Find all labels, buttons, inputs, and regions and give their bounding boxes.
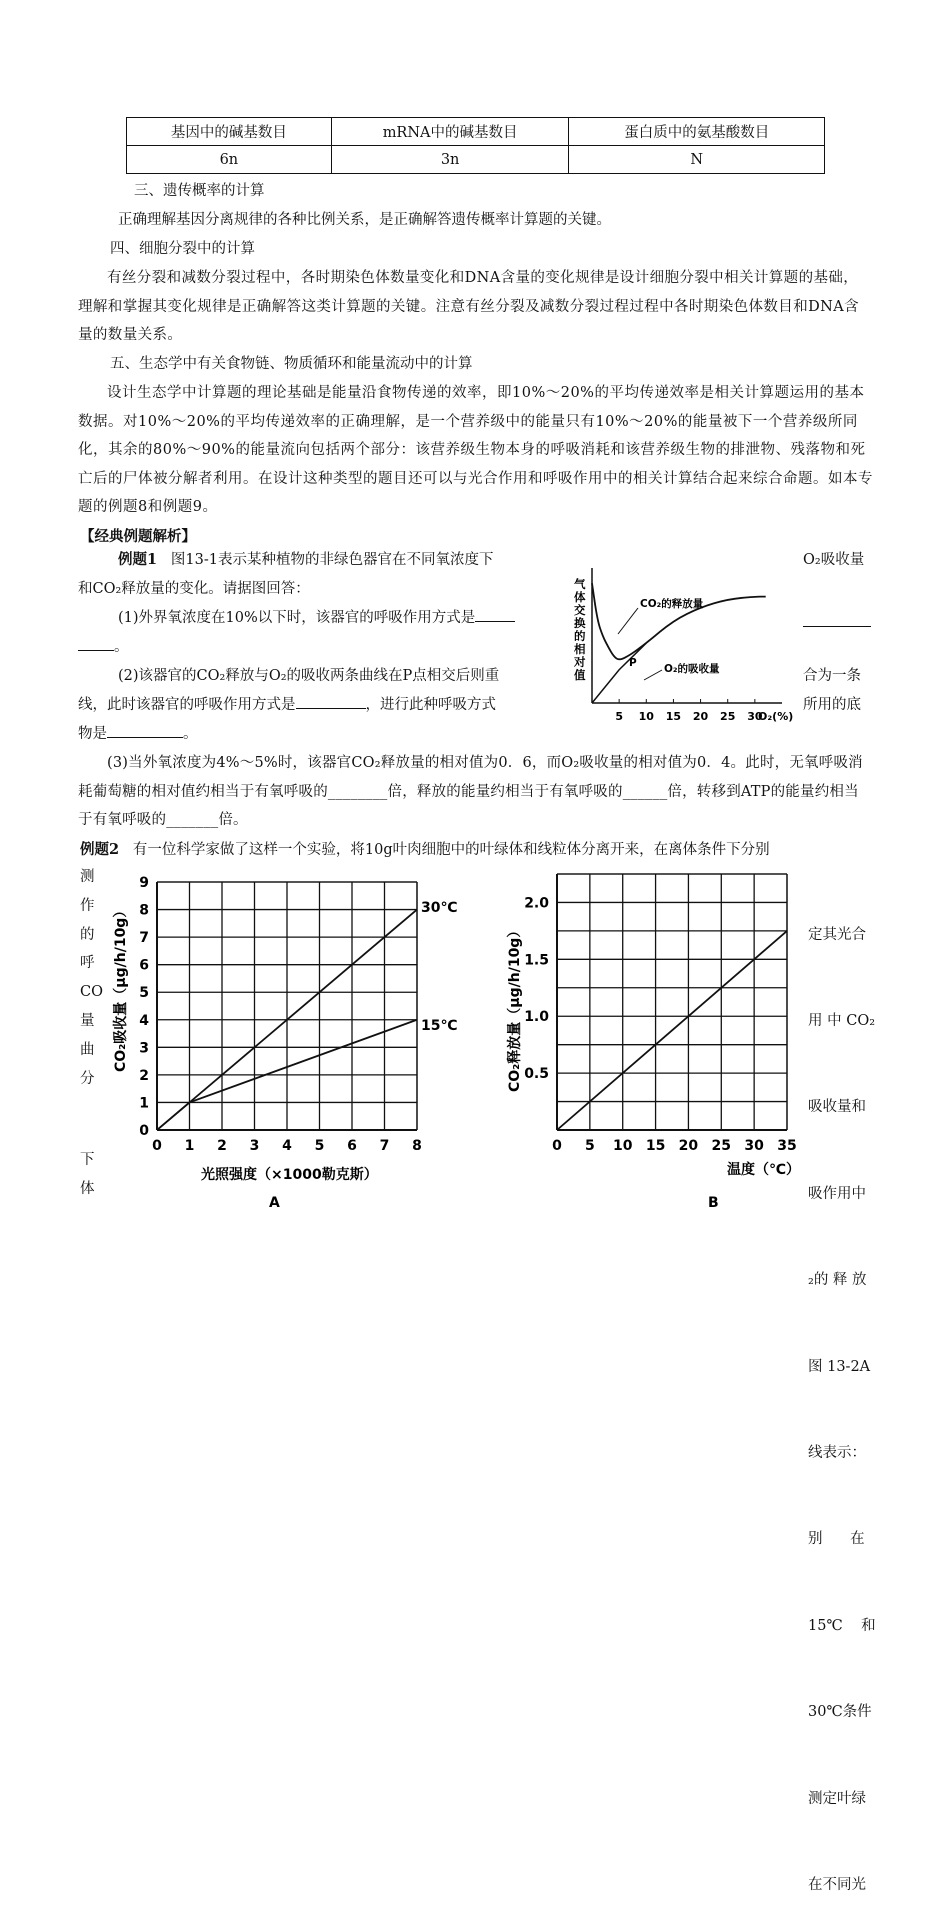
ex2-right-line: 吸作用中 — [808, 1185, 866, 1202]
ex2-right-line: 30℃条件 — [808, 1704, 872, 1721]
ex2-left-char: CO — [80, 984, 103, 1001]
table-cell: 6n — [127, 146, 332, 174]
ex2-left-char: 呼 — [80, 955, 95, 972]
ex2-right-line: 线表示： — [808, 1444, 866, 1461]
ex2-left-char: 分 — [80, 1070, 95, 1087]
x-tick-label: 8 — [412, 1138, 422, 1154]
x-tick-label: 0 — [552, 1138, 562, 1154]
ex2-left-char: 下 — [80, 1152, 95, 1168]
ex2-right-line: 定其光合 — [808, 926, 866, 943]
ex2-left-char: 体 — [80, 1180, 95, 1197]
series-line — [557, 931, 787, 1130]
x-tick-label: 25 — [711, 1138, 732, 1154]
x-tick-label: 3 — [249, 1138, 260, 1154]
y-tick-label: 0.5 — [524, 1066, 549, 1083]
point-p-label: P — [629, 657, 637, 669]
ex2-right-line: 15℃ 和 — [808, 1617, 876, 1634]
chart-a-series-label-15: 15℃ — [421, 1018, 458, 1034]
section-4-text: 有丝分裂和减数分裂过程中，各时期染色体数量变化和DNA含量的变化规律是设计细胞分裂中相关计算题的基础，理解和掌握其变化规律是正确解答这类计算题的关键。注意有丝分裂及减数分裂过程过程中各时期染色体数目和DNA含量的数量关系。 — [78, 270, 859, 343]
ex2-right-line: 吸收量和 — [808, 1099, 866, 1116]
y-tick-label: 1.0 — [524, 1009, 549, 1026]
section-3-text: 正确理解基因分离规律的各种比例关系，是正确解答遗传概率计算题的关键。 — [118, 212, 611, 228]
ylabel-char: 气 — [574, 577, 586, 591]
x-tick-label: 30 — [744, 1138, 764, 1154]
ex1-line1 — [118, 546, 494, 575]
ex2-left-column — [80, 863, 103, 1093]
table-header-cell: 蛋白质中的氨基酸数目 — [569, 118, 825, 146]
ex1-q1 — [118, 604, 515, 633]
ex1-q3: (3)当外氧浓度为4%～5%时，该器官CO₂释放量的相对值为0．6，而O₂吸收量的相对值为0．4。此时，无氧呼吸消耗葡萄糖的相对值约相当于有氧呼吸的________倍，释放的能量约相当于有氧呼吸的______倍，转移到ATP的能量约相当于有氧呼吸的_______倍。 — [78, 755, 863, 828]
answer-blank[interactable] — [803, 604, 871, 627]
y-tick-label: 3 — [139, 1040, 149, 1057]
xlabel: O₂(%) — [758, 710, 794, 723]
chart-b-grid — [557, 874, 787, 1130]
heading-examples: 【经典例题解析】 — [80, 528, 196, 545]
ylabel-char: 值 — [574, 668, 586, 682]
table-cell: 3n — [331, 146, 569, 174]
chart-a-ticks — [139, 875, 422, 1154]
x-tick-label: 5 — [314, 1138, 325, 1154]
y-tick-label: 6 — [139, 957, 149, 974]
section-4-title: 四、细胞分裂中的计算 — [110, 241, 255, 257]
ex2-right-line: 测定叶绿 — [808, 1790, 866, 1807]
co2-legend-pointer — [618, 608, 638, 634]
chart-b-ticks — [524, 895, 797, 1154]
y-tick-label: 8 — [139, 902, 149, 919]
chart-a — [105, 862, 458, 1217]
ex2-label: 例题2 — [80, 841, 120, 858]
ex1-q2b-right: 所用的底 — [803, 697, 861, 713]
ex2-line1-text: 有一位科学家做了这样一个实验，将10g叶肉细胞中的叶绿体和线粒体分离开来，在离体条件下分别 — [132, 842, 770, 858]
x-tick-label: 6 — [347, 1138, 357, 1154]
ex1-q2c-text: 物是 — [78, 726, 107, 742]
ex2-left-char: 测 — [80, 869, 95, 885]
ex2-right-line: 别 在 — [808, 1531, 865, 1548]
ylabel-vertical — [573, 577, 586, 682]
figure-13-1 — [560, 560, 800, 730]
x-tick-label: 25 — [720, 710, 736, 723]
y-tick-label: 2 — [139, 1067, 149, 1084]
x-tick-label: 0 — [152, 1138, 162, 1154]
ex1-q1-cont — [78, 633, 129, 662]
ex1-line1-text: 图13-1表示某种植物的非绿色器官在不同氧浓度下 — [170, 552, 494, 568]
section-5-title: 五、生态学中有关食物链、物质循环和能量流动中的计算 — [110, 356, 473, 372]
x-tick-label: 5 — [615, 710, 623, 723]
y-tick-label: 1.5 — [524, 952, 549, 969]
ex2-right-column — [808, 863, 876, 1928]
ex1-line2: 和CO₂释放量的变化。请据图回答： — [78, 581, 310, 597]
table-cell: N — [569, 146, 825, 174]
answer-blank[interactable] — [475, 621, 515, 622]
ex1-q2b-text: 线，此时该器官的呼吸作用方式是 — [78, 697, 296, 713]
answer-blank[interactable] — [78, 650, 114, 651]
x-tick-label: 2 — [217, 1138, 227, 1154]
chart-b — [495, 862, 805, 1217]
chart-a-xlabel: 光照强度（×1000勒克斯） — [201, 1167, 378, 1183]
ex2-right-line: 图 13-2A — [808, 1358, 871, 1375]
chart-b-xlabel: 温度（℃） — [727, 1162, 800, 1178]
chart-b-caption: B — [708, 1195, 719, 1211]
ex1-q1-end: 。 — [114, 639, 129, 655]
o2-absorption-curve — [592, 643, 646, 703]
chart-a-grid — [157, 882, 417, 1130]
ex2-line1 — [80, 836, 770, 865]
x-tick-label: 7 — [379, 1138, 390, 1154]
table-row — [127, 146, 825, 174]
y-tick-label: 0 — [139, 1123, 149, 1139]
ylabel-char: 对 — [574, 655, 586, 669]
x-tick-label: 1 — [184, 1138, 195, 1154]
x-tick-label: 30 — [747, 710, 763, 723]
x-tick-label: 35 — [777, 1138, 797, 1154]
x-tick-label: 15 — [645, 1138, 666, 1154]
y-tick-label: 5 — [139, 985, 149, 1002]
ex1-line1-right: O₂吸收量 — [803, 552, 865, 568]
co2-release-curve — [592, 583, 766, 659]
table-header-cell: 基因中的碱基数目 — [127, 118, 332, 146]
answer-blank[interactable] — [296, 708, 366, 709]
y-tick-label: 7 — [139, 930, 149, 947]
ex2-left-char: 作 — [80, 897, 95, 914]
table-header-cell: mRNA中的碱基数目 — [331, 118, 569, 146]
ylabel-char: 的 — [574, 629, 586, 643]
ex1-q2c-end: 。 — [183, 726, 198, 742]
section-3-title: 三、遗传概率的计算 — [134, 183, 265, 199]
ylabel-char: 相 — [574, 642, 586, 656]
o2-legend-pointer — [644, 670, 662, 680]
ex2-right-line: 用 中 CO₂ — [808, 1012, 876, 1029]
chart-a-series-label-30: 30℃ — [421, 900, 458, 916]
gene-ratio-table — [126, 117, 825, 174]
ex1-q2a: (2)该器官的CO₂释放与O₂的吸收两条曲线在P点相交后则重 — [118, 668, 500, 684]
ex1-q2a-right: 合为一条 — [803, 668, 861, 684]
ex2-left-char: 的 — [80, 926, 95, 943]
ex2-left-char: 曲 — [80, 1041, 95, 1058]
chart-a-ylabel: CO₂吸收量（μg/h/10g） — [113, 903, 129, 1072]
o2-legend: O₂的吸收量 — [664, 663, 720, 675]
section-5-text: 设计生态学中计算题的理论基础是能量沿食物传递的效率，即10%～20%的平均传递效率是相关计算题运用的基本数据。对10%～20%的平均传递效率的正确理解，是一个营养级中的能量只有10%～20%的能量被下一个营养级所同化，其余的80%～90%的能量流向包括两个部分：该营养级生物本身的呼吸消耗和该营养级生物的排泄物、残落物和死亡后的尸体被分解者利用。在设计这种类型的题目还可以与光合作用和呼吸作用中的相关计算结合起来综合命题。如本专题的例题8和例题9。 — [78, 385, 873, 515]
y-tick-label: 4 — [139, 1012, 149, 1029]
ylabel-char: 体 — [574, 590, 586, 604]
answer-blank[interactable] — [107, 737, 183, 738]
ylabel-char: 换 — [574, 616, 586, 630]
ylabel-char: 交 — [574, 603, 586, 617]
y-tick-label: 1 — [139, 1095, 149, 1112]
ex1-q1-text: (1)外界氧浓度在10%以下时，该器官的呼吸作用方式是 — [118, 610, 476, 626]
ex2-right-line: ₂的 释 放 — [808, 1272, 867, 1289]
x-tick-label: 5 — [584, 1138, 595, 1154]
ex1-q2c — [78, 720, 198, 749]
table-header-row — [127, 118, 825, 146]
x-tick-label: 20 — [692, 710, 709, 723]
chart-b-ylabel: CO₂释放量（μg/h/10g） — [507, 923, 523, 1092]
x-tick-label: 15 — [665, 710, 682, 723]
x-tick-label: 10 — [638, 710, 654, 723]
chart-a-caption: A — [269, 1195, 280, 1211]
chart-b-lines — [557, 931, 787, 1130]
x-tick-label: 4 — [282, 1138, 292, 1154]
y-tick-label: 9 — [139, 875, 149, 891]
ex1-q2b-mid: ，进行此种呼吸方式 — [365, 697, 496, 713]
ex1-label: 例题1 — [118, 551, 158, 568]
ex1-q2b — [78, 691, 496, 720]
ex2-left-char: 量 — [80, 1012, 95, 1029]
x-tick-label: 20 — [678, 1138, 699, 1154]
ex2-right-line: 在不同光 — [808, 1876, 866, 1893]
ex2-left-column-lower — [80, 1146, 95, 1204]
x-tick-label: 10 — [612, 1138, 633, 1154]
y-tick-label: 2.0 — [524, 895, 549, 912]
co2-legend: CO₂的释放量 — [640, 598, 704, 610]
